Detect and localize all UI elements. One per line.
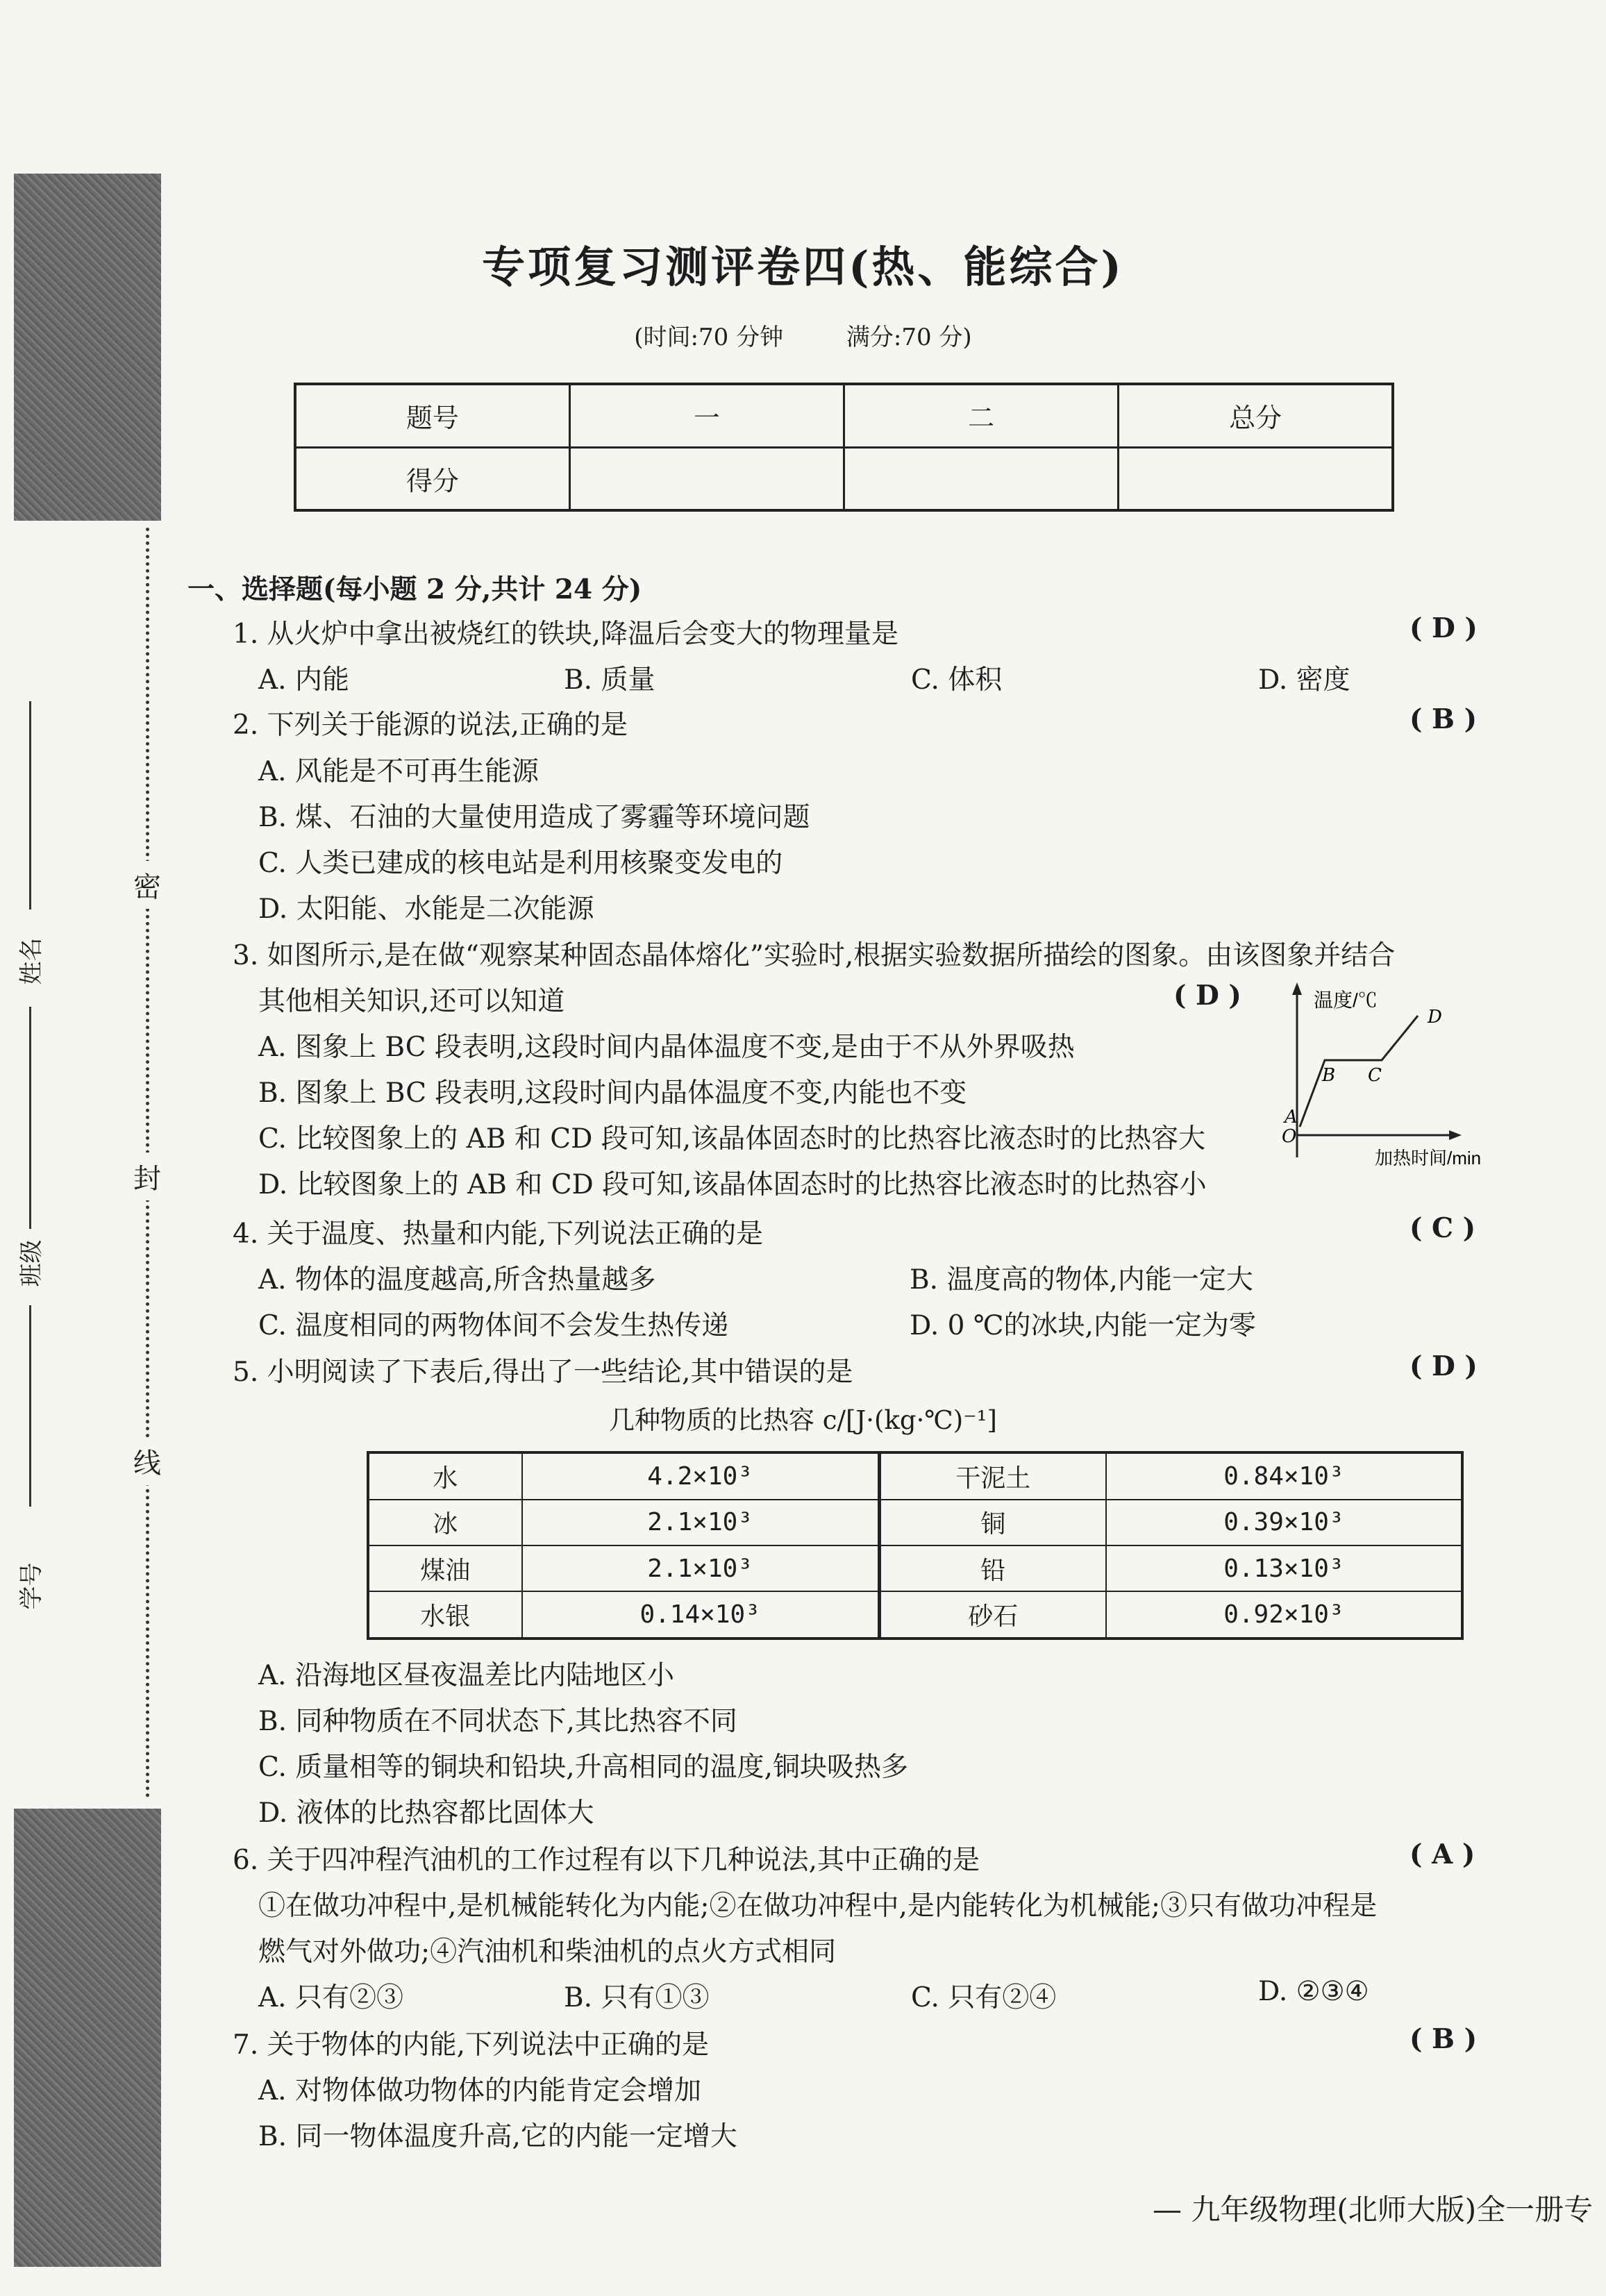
exam-full-score: 满分:70 分): [846, 324, 972, 351]
score-cell[interactable]: [844, 447, 1119, 510]
seal-char-mi: 密: [133, 861, 161, 909]
q5-option-c: C. 质量相等的铜块和铅块,升高相同的温度,铜块吸热多: [258, 1752, 909, 1783]
q2-option-b: B. 煤、石油的大量使用造成了雾霾等环境问题: [258, 802, 810, 833]
table-cell: 2.1×10³: [522, 1500, 880, 1545]
question-2-stem: 2. 下列关于能源的说法,正确的是: [233, 710, 628, 741]
q4-option-a: A. 物体的温度越高,所含热量越多: [258, 1264, 656, 1296]
question-6-line3: 燃气对外做功;④汽油机和柴油机的点火方式相同: [258, 1936, 837, 1968]
table-cell: 铅: [879, 1545, 1106, 1591]
score-cell[interactable]: [1119, 447, 1393, 510]
score-header-cell: 总分: [1119, 384, 1393, 447]
q7-option-a: A. 对物体做功物体的内能肯定会增加: [258, 2075, 701, 2106]
question-5-answer: ( D ): [1410, 1350, 1478, 1382]
score-row-label: 得分: [295, 447, 569, 510]
q6-option-c: C. 只有②④: [911, 1982, 1057, 2013]
graph-x-arrow: [1449, 1130, 1462, 1140]
question-6-line2: ①在做功冲程中,是机械能转化为内能;②在做功冲程中,是内能转化为机械能;③只有做功冲程是: [258, 1891, 1378, 1922]
table-row: [368, 1545, 1462, 1591]
page-title: 专项复习测评卷四(热、能综合): [482, 242, 1124, 292]
table-cell: 水银: [368, 1591, 522, 1639]
q6-option-a: A. 只有②③: [258, 1982, 403, 2013]
question-6-stem: 6. 关于四冲程汽油机的工作过程有以下几种说法,其中正确的是: [233, 1845, 980, 1876]
section-heading: 一、选择题(每小题 2 分,共计 24 分): [187, 573, 642, 605]
table-cell: 0.84×10³: [1106, 1452, 1462, 1500]
q6-option-b: B. 只有①③: [564, 1982, 710, 2013]
question-2-answer: ( B ): [1410, 703, 1478, 735]
question-3-stem: 3. 如图所示,是在做“观察某种固态晶体熔化”实验时,根据实验数据所描绘的图象。由该图象并结合: [233, 940, 1396, 971]
table-cell: 0.14×10³: [522, 1591, 880, 1639]
q6-option-d: D. ②③④: [1258, 1976, 1369, 2007]
question-1-answer: ( D ): [1410, 612, 1478, 644]
question-7-stem: 7. 关于物体的内能,下列说法中正确的是: [233, 2029, 710, 2061]
number-label: 学号: [17, 1562, 46, 1610]
table-cell: 4.2×10³: [522, 1452, 880, 1500]
q4-option-d: D. 0 ℃的冰块,内能一定为零: [910, 1310, 1256, 1341]
q2-option-c: C. 人类已建成的核电站是利用核聚变发电的: [258, 848, 783, 879]
graph-point-a: A: [1285, 1107, 1298, 1128]
specific-heat-table: [367, 1451, 1464, 1640]
graph-point-d: D: [1428, 1007, 1442, 1028]
question-6-answer: ( A ): [1410, 1838, 1475, 1870]
page-footer: — 九年级物理(北师大版)全一册专: [1153, 2193, 1594, 2227]
table-row: [368, 1452, 1462, 1500]
melting-graph: [1264, 975, 1555, 1184]
table-cell: 0.92×10³: [1106, 1591, 1462, 1639]
q1-option-b: B. 质量: [564, 664, 655, 696]
q2-option-a: A. 风能是不可再生能源: [258, 756, 539, 787]
question-7-answer: ( B ): [1410, 2023, 1478, 2055]
q3-option-b: B. 图象上 BC 段表明,这段时间内晶体温度不变,内能也不变: [258, 1078, 967, 1109]
q5-option-a: A. 沿海地区昼夜温差比内陆地区小: [258, 1660, 674, 1691]
q3-option-c: C. 比较图象上的 AB 和 CD 段可知,该晶体固态时的比热容比液态时的比热容大: [258, 1123, 1206, 1155]
q7-option-b: B. 同一物体温度升高,它的内能一定增大: [258, 2121, 737, 2152]
q5-option-b: B. 同种物质在不同状态下,其比热容不同: [258, 1706, 737, 1737]
score-header-cell: 一: [569, 384, 844, 447]
table-cell: 0.39×10³: [1106, 1500, 1462, 1545]
seal-char-feng: 封: [133, 1153, 161, 1200]
table-row: [368, 1500, 1462, 1545]
graph-ylabel: 温度/℃: [1314, 989, 1378, 1011]
graph-xlabel: 加热时间/min: [1375, 1148, 1482, 1168]
graph-curve: [1300, 1016, 1418, 1127]
q1-option-d: D. 密度: [1258, 664, 1350, 696]
graph-point-c: C: [1368, 1065, 1382, 1086]
question-3-stem-line2: 其他相关知识,还可以知道: [258, 986, 565, 1017]
question-5-stem: 5. 小明阅读了下表后,得出了一些结论,其中错误的是: [233, 1357, 853, 1388]
table-row: [368, 1591, 1462, 1639]
q2-option-d: D. 太阳能、水能是二次能源: [258, 894, 594, 925]
graph-point-b: B: [1322, 1065, 1336, 1086]
q4-option-b: B. 温度高的物体,内能一定大: [910, 1264, 1253, 1296]
q1-option-c: C. 体积: [911, 664, 1003, 696]
exam-info: [0, 318, 1606, 352]
name-underline: [29, 701, 31, 910]
table-cell: 2.1×10³: [522, 1545, 880, 1591]
score-header-cell: 二: [844, 384, 1119, 447]
q5-option-d: D. 液体的比热容都比固体大: [258, 1798, 594, 1829]
score-table: [294, 383, 1394, 512]
q3-option-d: D. 比较图象上的 AB 和 CD 段可知,该晶体固态时的比热容比液态时的比热容小: [258, 1169, 1207, 1200]
exam-time: (时间:70 分钟: [634, 324, 784, 351]
heat-table-caption: 几种物质的比热容 c/[J·(kg·℃)⁻¹]: [609, 1405, 997, 1435]
score-header-cell: 题号: [295, 384, 569, 447]
question-3-answer: ( D ): [1173, 980, 1241, 1012]
question-4-stem: 4. 关于温度、热量和内能,下列说法正确的是: [233, 1218, 764, 1250]
q1-option-a: A. 内能: [258, 664, 349, 696]
q3-option-a: A. 图象上 BC 段表明,这段时间内晶体温度不变,是由于不从外界吸热: [258, 1032, 1075, 1063]
table-cell: 干泥土: [879, 1452, 1106, 1500]
question-4-answer: ( C ): [1410, 1212, 1476, 1244]
seal-char-xian: 线: [133, 1437, 161, 1485]
table-cell: 铜: [879, 1500, 1106, 1545]
table-cell: 0.13×10³: [1106, 1545, 1462, 1591]
question-1-stem: 1. 从火炉中拿出被烧红的铁块,降温后会变大的物理量是: [233, 619, 899, 650]
table-cell: 煤油: [368, 1545, 522, 1591]
class-label: 班级: [17, 1239, 46, 1287]
class-underline: [29, 1007, 31, 1229]
graph-origin: O: [1282, 1126, 1297, 1147]
table-cell: 砂石: [879, 1591, 1106, 1639]
score-cell[interactable]: [569, 447, 844, 510]
graph-y-arrow: [1292, 982, 1302, 995]
margin-shade-bottom: [14, 1809, 161, 2267]
name-label: 姓名: [17, 937, 46, 985]
table-cell: 冰: [368, 1500, 522, 1545]
q4-option-c: C. 温度相同的两物体间不会发生热传递: [258, 1310, 729, 1341]
table-cell: 水: [368, 1452, 522, 1500]
